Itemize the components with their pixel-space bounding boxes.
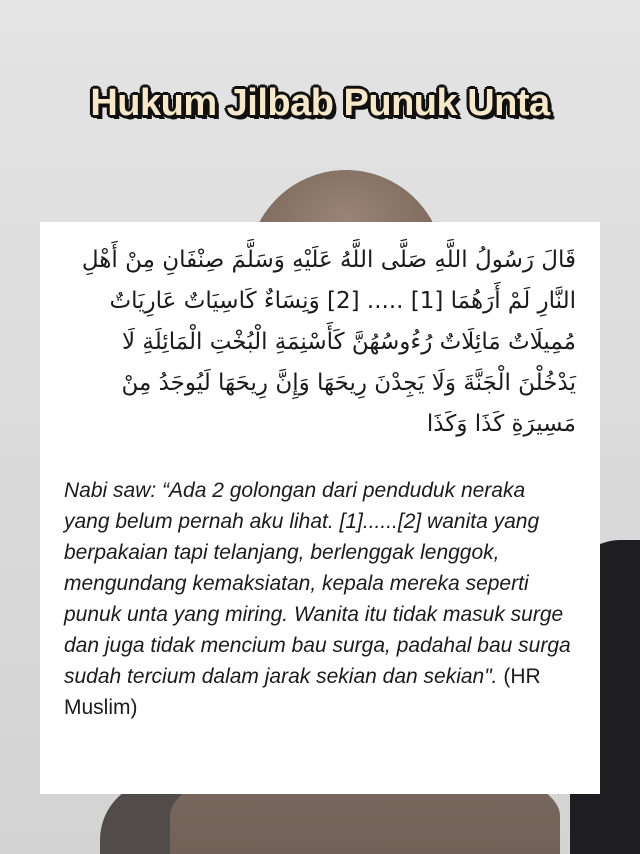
hadith-arabic-text: قَالَ رَسُولُ اللَّهِ صَلَّى اللَّهُ عَلَيْهِ وَسَلَّمَ صِنْفَانِ مِنْ أَهْلِ النَّارِ لَمْ أَرَهُمَا [1] ..... [2] وَنِسَاءٌ كَاسِيَاتٌ عَارِيَاتٌ مُمِيلَاتٌ مَائِلَاتٌ رُءُوسُهُنَّ كَأَسْنِمَةِ الْبُخْتِ الْمَائِلَةِ لَا يَدْخُلْنَ الْجَنَّةَ وَلَا يَجِدْنَ رِيحَهَا وَإِنَّ رِيحَهَا لَيُوجَدُ مِنْ مَسِيرَةِ كَذَا وَكَذَا [81, 247, 576, 437]
hadith-card [40, 222, 600, 794]
hadith-translation-text: Nabi saw: “Ada 2 golongan dari penduduk neraka yang belum pernah aku lihat. [1]......[2] wanita yang berpakaian tapi telanjang, berlenggak lenggok, mengundang kemaksiatan, kepala mereka seperti punuk unta yang miring. Wanita itu tidak masuk surge dan juga tidak mencium bau surga, padahal bau surga sudah tercium dalam jarak sekian dan sekian". [64, 479, 571, 688]
hadith-citation: (HR Muslim) [64, 665, 541, 719]
hadith-translation [64, 475, 576, 723]
title-container [30, 82, 610, 125]
page-title: Hukum Jilbab Punuk Unta [90, 82, 550, 124]
